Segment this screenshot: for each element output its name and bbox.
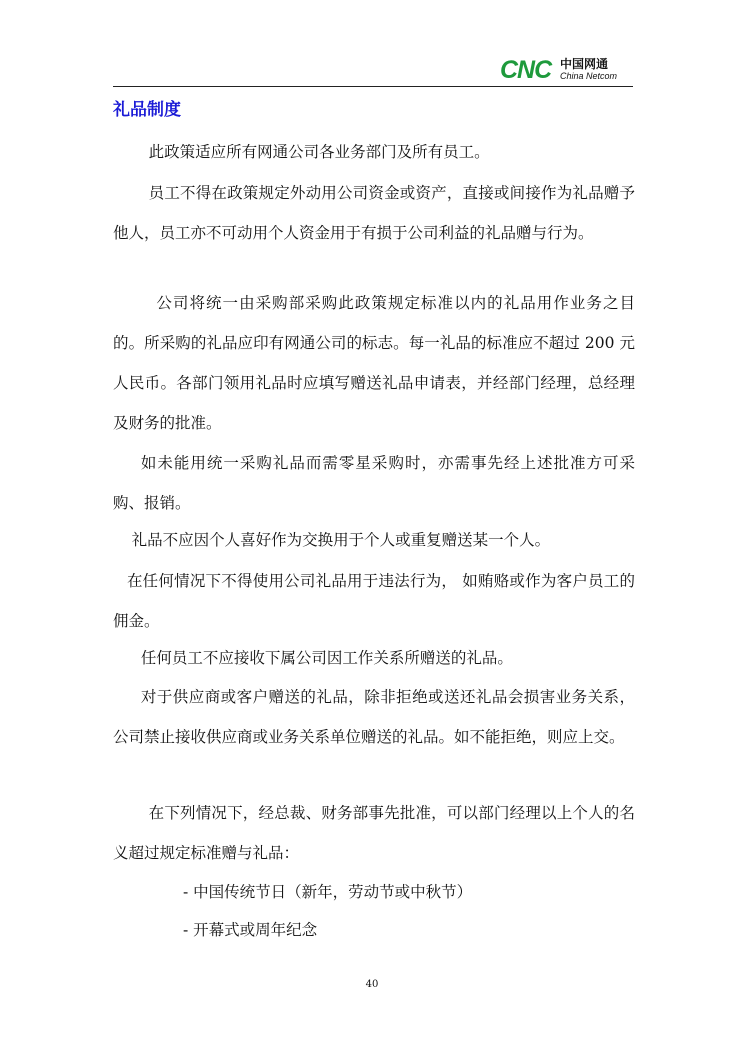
- paragraph-subordinate-gifts: 任何员工不应接收下属公司因工作关系所赠送的礼品。: [140, 649, 513, 667]
- logo-cnc-text: CNC: [500, 56, 552, 84]
- paragraph-exceptions: 在下列情况下，经总裁、财务部事先批准，可以部门经理以上个人的名义超过规定标准赠与礼品：: [113, 804, 635, 862]
- header-divider: [113, 86, 633, 87]
- section-title: 礼品制度: [113, 100, 181, 120]
- china-netcom-logo: [500, 56, 635, 84]
- list-item-traditional-holidays: - 中国传统节日（新年，劳动节或中秋节）: [183, 883, 473, 901]
- paragraph-company-assets: 员工不得在政策规定外动用公司资金或资产，直接或间接作为礼品赠予他人，员工亦不可动用个人资金用于有损于公司利益的礼品赠与行为。: [113, 184, 635, 242]
- logo-chinese-text: 中国网通: [560, 57, 609, 71]
- paragraph-scope: 此政策适应所有网通公司各业务部门及所有员工。: [148, 143, 490, 161]
- paragraph-illegal-use: 在任何情况下不得使用公司礼品用于违法行为， 如贿赂或作为客户员工的佣金。: [113, 572, 635, 630]
- paragraph-unified-purchase: 公司将统一由采购部采购此政策规定标准以内的礼品用作业务之目的。所采购的礼品应印有网通公司的标志。每一礼品的标准应不超过 200 元人民币。各部门领用礼品时应填写赠送礼品申请表，并经部门经理，总经理及财务的批准。: [113, 294, 635, 432]
- logo-english-text: China Netcom: [560, 71, 618, 81]
- paragraph-supplier-gifts: 对于供应商或客户赠送的礼品，除非拒绝或送还礼品会损害业务关系，公司禁止接收供应商或业务关系单位赠送的礼品。如不能拒绝，则应上交。: [113, 688, 635, 746]
- paragraph-sporadic-purchase: 如未能用统一采购礼品而需零星采购时，亦需事先经上述批准方可采购、报销。: [113, 454, 635, 512]
- page-number: 40: [365, 979, 379, 990]
- list-item-opening-anniversary: - 开幕式或周年纪念: [183, 921, 318, 939]
- paragraph-personal-preference: 礼品不应因个人喜好作为交换用于个人或重复赠送某一个人。: [131, 531, 551, 549]
